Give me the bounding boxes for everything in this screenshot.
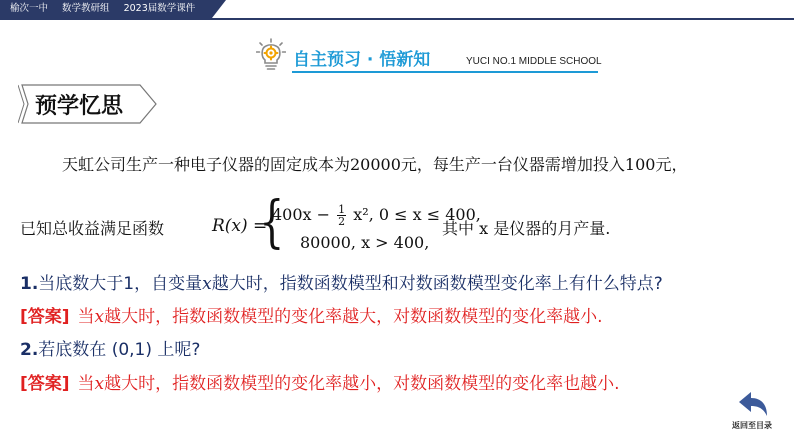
piecewise-brace: { — [259, 190, 285, 255]
answer-text-before: 当 — [77, 374, 95, 394]
answer-tag: [答案] — [20, 374, 70, 394]
fraction-numerator: 1 — [338, 203, 346, 216]
answer-variable: x — [94, 307, 105, 327]
function-name: R(x) = — [212, 216, 268, 236]
answer-1 — [20, 302, 603, 327]
course-name: 2023届数学课件 — [123, 3, 196, 14]
case-1-right: x², 0 ≤ x ≤ 400, — [353, 205, 481, 224]
answer-text-before: 当 — [77, 307, 95, 327]
question-1 — [20, 269, 663, 294]
answer-tag: [答案] — [20, 307, 70, 327]
fraction — [337, 204, 346, 227]
answer-variable: x — [94, 374, 105, 394]
back-to-contents-label: 返回至目录 — [732, 421, 772, 430]
section-header — [250, 38, 610, 82]
answer-text-after: 越大时，指数函数模型的变化率越小，对数函数模型的变化率也越小. — [104, 374, 620, 394]
return-arrow-icon — [727, 388, 777, 420]
question-variable: x — [202, 274, 212, 294]
answer-text-after: 越大时，指数函数模型的变化率越大，对数函数模型的变化率越小. — [104, 307, 603, 327]
group-name: 数学教研组 — [62, 3, 110, 14]
question-text: 若底数在 (0,1) 上呢? — [38, 340, 201, 360]
section-label-text: 预学忆思 — [35, 93, 124, 119]
question-number: 2. — [20, 340, 39, 360]
back-to-contents-button[interactable] — [727, 388, 777, 438]
problem-tail: 其中 x 是仪器的月产量. — [442, 219, 611, 238]
problem-line-2-prefix: 已知总收益满足函数 — [20, 219, 165, 238]
lightbulb-gear-icon — [256, 38, 286, 72]
answer-2 — [20, 369, 620, 394]
top-bar-band-tail — [212, 0, 226, 18]
fraction-denominator: 2 — [338, 215, 346, 228]
header-underline — [292, 71, 598, 73]
problem-line-1: 天虹公司生产一种电子仪器的固定成本为20000元，每生产一台仪器需增加投入100元， — [62, 155, 688, 174]
question-2 — [20, 335, 200, 360]
top-bar-text — [10, 2, 206, 16]
question-text-after: 越大时，指数函数模型和对数函数模型变化率上有什么特点? — [211, 274, 663, 294]
section-title: 自主预习 · 悟新知 — [293, 50, 431, 70]
top-bar-rule — [0, 18, 794, 20]
section-label — [18, 83, 160, 125]
question-number: 1. — [20, 274, 39, 294]
school-english-name: YUCI NO.1 MIDDLE SCHOOL — [466, 56, 602, 67]
question-text-before: 当底数大于1，自变量 — [38, 274, 203, 294]
top-bar — [0, 0, 794, 20]
piecewise-case-2: 80000, x > 400, — [300, 233, 430, 252]
school-name: 榆次一中 — [10, 3, 49, 14]
case-1-left: 400x − — [272, 205, 331, 224]
